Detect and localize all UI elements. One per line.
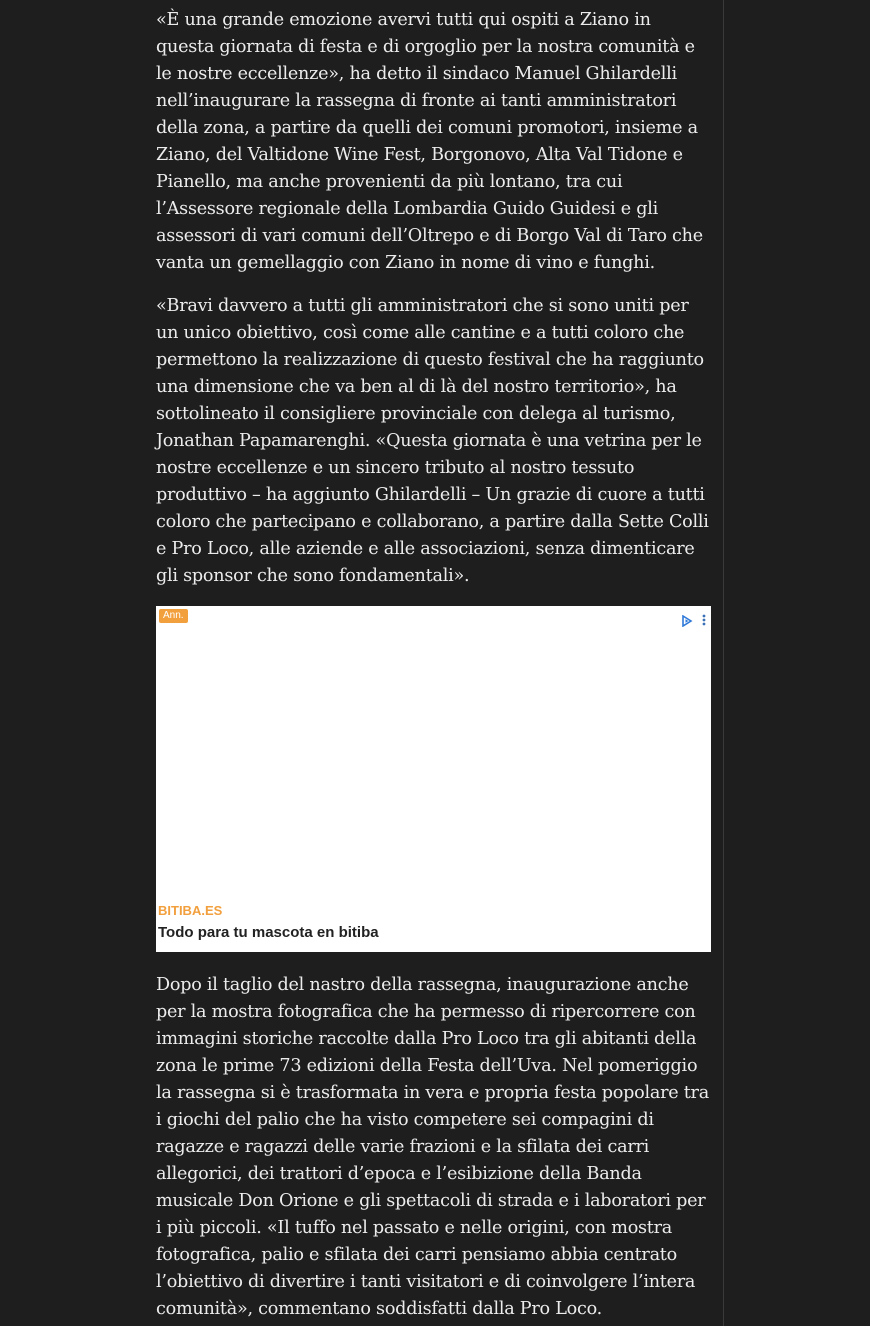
adchoices-icon[interactable] [681,609,693,621]
advertisement[interactable] [156,606,711,952]
ad-headline[interactable]: Todo para tu mascota en bitiba [158,924,379,941]
article-paragraph-1: «È una grande emozione avervi tutti qui ospiti a Ziano in questa giornata di festa e di orgoglio per la nostra comunità e le nostre eccellenze», ha detto il sindaco Manuel Ghilardelli nell’inaugurare la rassegna di fronte ai tanti amministratori della zona, a partire da quelli dei comuni promotori, insieme a Ziano, del Valtidone Wine Fest, Borgonovo, Alta Val Tidone e Pianello, ma anche provenienti da più lontano, tra cui l’Assessore regionale della Lombardia Guido Guidesi e gli assessori di vari comuni dell’Oltrepo e di Borgo Val di Taro che vanta un gemellaggio con Ziano in nome di vino e funghi. [156,10,703,273]
article-body [156,7,712,1326]
column-divider [723,0,724,1326]
article-paragraph-3: Dopo il taglio del nastro della rassegna, inaugurazione anche per la mostra fotografica che ha permesso di ripercorrere con immagini storiche raccolte dalla Pro Loco tra gli abitanti della zona le prime 73 edizioni della Festa dell’Uva. Nel pomeriggio la rassegna si è trasformata in vera e propria festa popolare tra i giochi del palio che ha visto competere sei compagini di ragazze e ragazzi delle varie frazioni e la sfilata dei carri allegorici, dei trattori d’epoca e l’esibizione della Banda musicale Don Orione e gli spettacoli di strada e i laboratori per i più piccoli. «Il tuffo nel passato e nelle origini, con mostra fotografica, palio e sfilata dei carri pensiamo abbia centrato l’obiettivo di divertire i tanti visitatori e di coinvolgere l’intera comunità», commentano soddisfatti dalla Pro Loco. [156,975,709,1319]
kebab-menu-icon[interactable] [701,609,707,623]
ad-domain[interactable]: BITIBA.ES [158,903,223,918]
article-paragraph-2: «Bravi davvero a tutti gli amministratori che si sono uniti per un unico obiettivo, così come alle cantine e a tutti coloro che permettono la realizzazione di questo festival che ha raggiunto una dimensione che va ben al di là del nostro territorio», ha sottolineato il consigliere provinciale con delega al turismo, Jonathan Papamarenghi. «Questa giornata è una vetrina per le nostre eccellenze e un sincero tributo al nostro tessuto produttivo – ha aggiunto Ghilardelli – Un grazie di cuore a tutti coloro che partecipano e collaborano, a partire dalla Sette Colli e Pro Loco, alle aziende e alle associazioni, senza dimenticare gli sponsor che sono fondamentali». [156,296,709,586]
ad-badge: Ann. [159,609,188,623]
